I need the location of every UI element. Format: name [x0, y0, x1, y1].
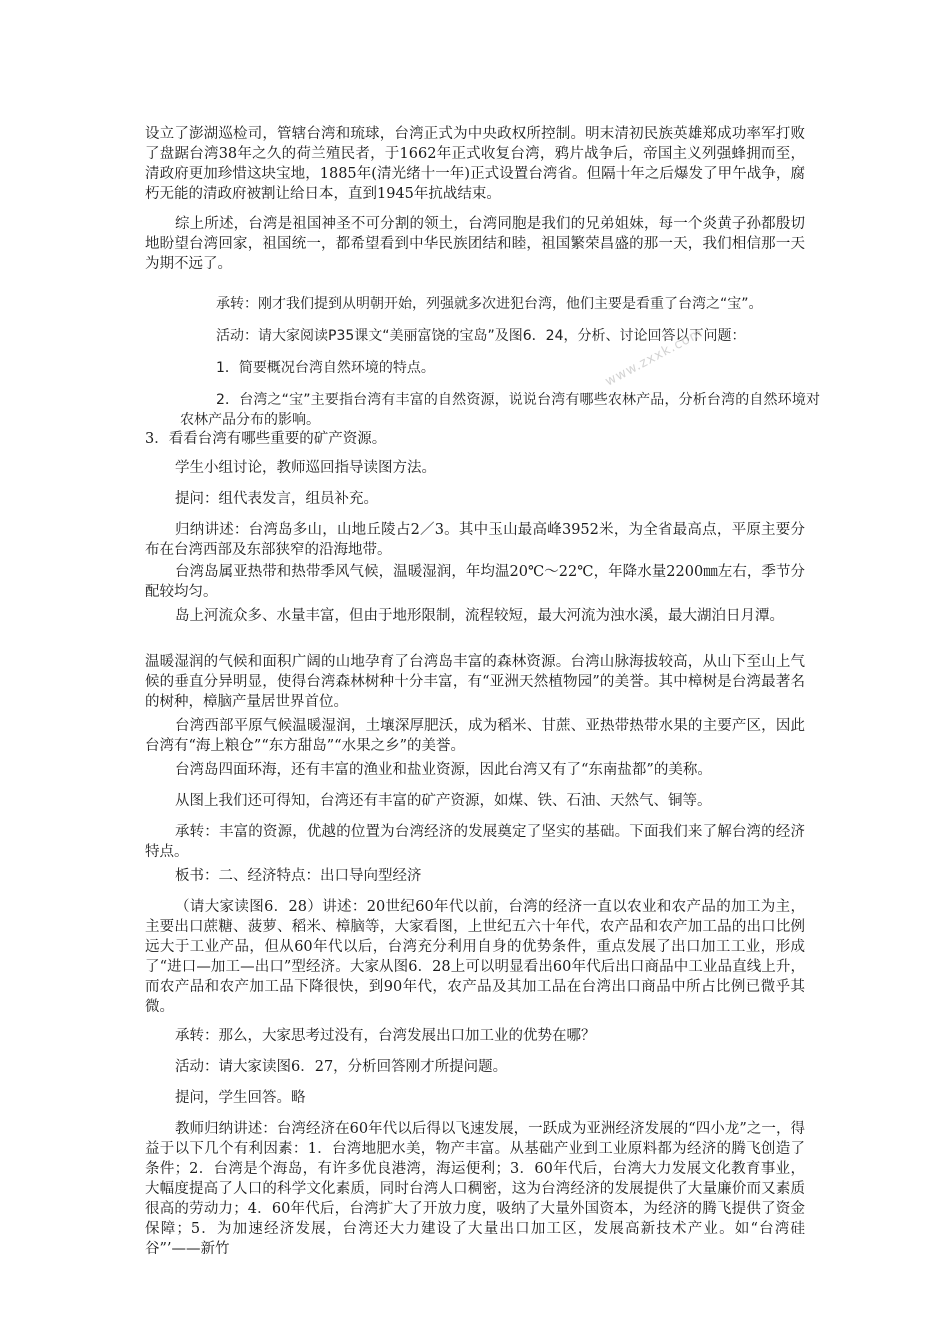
paragraph-fishery: 台湾岛四面环海，还有丰富的渔业和盐业资源，因此台湾又有了“东南盐都”的美称。	[175, 762, 712, 778]
paragraph-climate: 台湾岛属亚热带和热带季风气候，温暖湿润，年均温20℃～22℃，年降水量2200㎜左右，季节分配较均匀。	[145, 564, 805, 600]
scanned-question-1: 1．简要概况台湾自然环境的特点。	[216, 360, 435, 376]
paragraph-answer: 提问，学生回答。略	[175, 1090, 306, 1106]
paragraph-summary: 综上所述，台湾是祖国神圣不可分割的领土，台湾同胞是我们的兄弟姐妹，每一个炎黄子孙都殷切地盼望台湾回家，祖国统一，都希望看到中华民族团结和睦，祖国繁荣昌盛的那一天，我们相信那一天为期不远了。	[145, 216, 805, 272]
paragraph-history: 设立了澎湖巡检司，管辖台湾和琉球，台湾正式为中央政权所控制。明末清初民族英雄郑成功率军打败了盘踞台湾38年之久的荷兰殖民者，于1662年正式收复台湾，鸦片战争后，帝国主义列强蜂拥而至，清政府更加珍惜这块宝地，1885年(清光绪十一年)正式设置台湾省。但隔十年之后爆发了甲午战争，腐朽无能的清政府被割让给日本，直到1945年抗战结束。	[145, 126, 805, 202]
scanned-question-2: 2．台湾之“宝”主要指台湾有丰富的自然资源，说说台湾有哪些农林产品，分析台湾的自然环境对农林产品分布的影响。	[180, 392, 820, 428]
paragraph-conclusion: 教师归纳讲述：台湾经济在60年代以后得以飞速发展，一跃成为亚洲经济发展的“四小龙”之一，得益于以下几个有利因素：1．台湾地肥水美，物产丰富。从基础产业到工业原料都为经济的腾飞创造了条件；2．台湾是个海岛，有许多优良港湾，海运便利；3．60年代后，台湾大力发展文化教育事业，大幅度提高了人口的科学文化素质，同时台湾人口稠密，这为台湾经济的发展提供了大量廉价而又素质很高的劳动力；4．60年代后，台湾扩大了开放力度，吸纳了大量外国资本，为经济的腾飞提供了资金保障；5．为加速经济发展，台湾还大力建设了大量出口加工区，发展高新技术产业。如“台湾硅谷”’——新竹	[145, 1121, 805, 1257]
paragraph-export: （请大家读图6．28）讲述：20世纪60年代以前，台湾的经济一直以农业和农产品的加工为主，主要出口蔗糖、菠萝、稻米、樟脑等，大家看图，上世纪五六十年代，农产品和农产加工品的出口比例远大于工业产品，但从60年代以后，台湾充分利用自身的优势条件，重点发展了出口加工工业，形成了“进口—加工—出口”型经济。大家从图6．28上可以明显看出60年代后出口商品中工业品直线上升，而农产品和农产加工品下降很快，到90年代，农产品及其加工品在台湾出口商品中所占比例已微乎其微。	[145, 899, 805, 1015]
paragraph-terrain: 归纳讲述：台湾岛多山，山地丘陵占2／3。其中玉山最高峰3952米，为全省最高点，平原主要分布在台湾西部及东部狭窄的沿海地带。	[145, 522, 805, 558]
paragraph-agriculture: 台湾西部平原气候温暖湿润，土壤深厚肥沃，成为稻米、甘蔗、亚热带热带水果的主要产区，因此台湾有“海上粮仓”“东方甜岛”“水果之乡”的美誉。	[145, 718, 805, 754]
paragraph-rivers: 岛上河流众多、水量丰富，但由于地形限制，流程较短，最大河流为浊水溪，最大湖泊日月潭。	[175, 608, 784, 624]
paragraph-minerals: 从图上我们还可得知，台湾还有丰富的矿产资源，如煤、铁、石油、天然气、铜等。	[175, 793, 712, 809]
paragraph-activity: 活动：请大家读图6．27，分析回答刚才所提问题。	[175, 1059, 508, 1075]
paragraph-discussion: 学生小组讨论，教师巡回指导读图方法。	[175, 460, 436, 476]
scanned-activity: 活动：请大家阅读P35课文“美丽富饶的宝岛”及图6．24，分析、讨论回答以下问题：	[216, 328, 746, 344]
paragraph-transition: 承转：那么，大家思考过没有，台湾发展出口加工业的优势在哪？	[175, 1028, 596, 1044]
paragraph-question: 提问：组代表发言，组员补充。	[175, 491, 378, 507]
paragraph-blackboard: 板书：二、经济特点：出口导向型经济	[175, 868, 422, 884]
watermark: www.zxxk.com	[602, 325, 706, 390]
scanned-transition: 承转：刚才我们提到从明朝开始，列强就多次进犯台湾，他们主要是看重了台湾之“宝”。	[216, 296, 763, 312]
paragraph-economy-intro: 承转：丰富的资源，优越的位置为台湾经济的发展奠定了坚实的基础。下面我们来了解台湾的经济特点。	[145, 824, 805, 860]
paragraph-forest: 温暖湿润的气候和面积广阔的山地孕育了台湾岛丰富的森林资源。台湾山脉海拔较高，从山下至山上气候的垂直分异明显，使得台湾森林树种十分丰富，有“亚洲天然植物园”的美誉。其中樟树是台湾最著名的树种，樟脑产量居世界首位。	[145, 654, 805, 710]
paragraph-question-3: 3．看看台湾有哪些重要的矿产资源。	[145, 431, 387, 447]
